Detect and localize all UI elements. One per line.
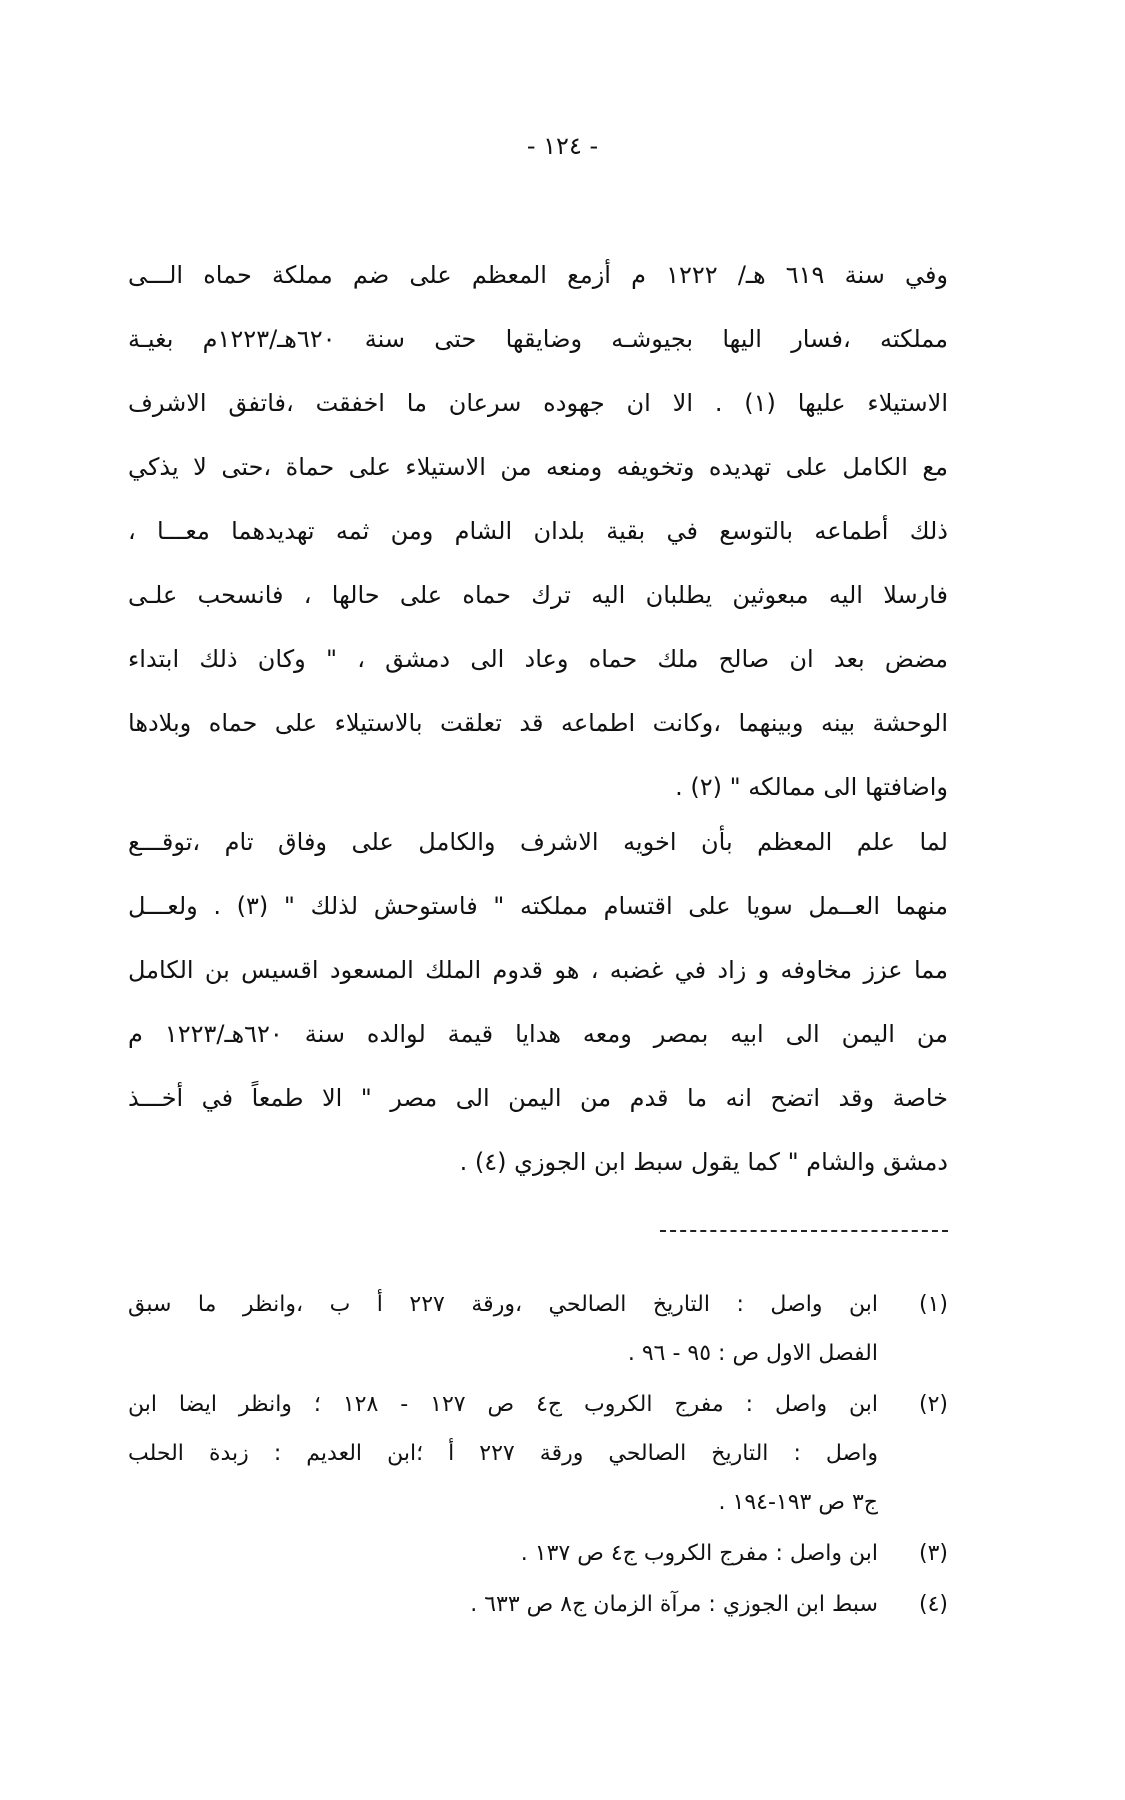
text-line: ذلك أطماعه بالتوسع في بقية بلدان الشام ومن ثمه تهديدهما معـــا ، [128,517,948,545]
footnote-1 [128,1280,948,1378]
footnote-2 [128,1380,948,1527]
footnotes [128,1280,948,1631]
text-line: مملكته ،فسار اليها بجيوشـه وضايقها حتى سنة ٦٢٠هـ/١٢٢٣م بغيـة [128,325,948,353]
text-line: منهما العــمل سويا على اقتسام مملكته " فاستوحش لذلك " (٣) . ولعـــل [128,892,948,920]
footnote-number: (٣) [918,1541,948,1566]
text-line: واضافتها الى ممالكه " (٢) . [675,773,948,801]
text-line: دمشق والشام " كما يقول سبط ابن الجوزي (٤) . [459,1148,948,1176]
footnote-line: سبط ابن الجوزي : مرآة الزمان ج٨ ص ٦٣٣ . [470,1592,878,1617]
text-line: فارسلا اليه مبعوثين يطلبان اليه ترك حماه على حالها ، فانسحب علـى [128,581,948,609]
footnote-line: ابن واصل : التاريخ الصالحي ،ورقة ٢٢٧ أ ب ،وانظر ما سبق [128,1292,878,1317]
paragraph-2 [128,810,948,1194]
footnote-4 [128,1580,948,1629]
text-line: الاستيلاء عليها (١) . الا ان جهوده سرعان ما اخفقت ،فاتفق الاشرف [128,389,948,417]
text-line: لما علم المعظم بأن اخويه الاشرف والكامل على وفاق تام ،توقـــع [128,828,948,856]
footnote-line: ابن واصل : مفرج الكروب ج٤ ص ١٣٧ . [520,1541,878,1566]
text-line: مع الكامل على تهديده وتخويفه ومنعه من الاستيلاء على حماة ،حتى لا يذكي [128,453,948,481]
footnote-separator [660,1230,948,1232]
text-line: مضض بعد ان صالح ملك حماه وعاد الى دمشق ، " وكان ذلك ابتداء [128,645,948,673]
footnote-line: واصل : التاريخ الصالحي ورقة ٢٢٧ أ ؛ابن العديم : زبدة الحلب [128,1441,878,1466]
text-line: وفي سنة ٦١٩ هـ/ ١٢٢٢ م أزمع المعظم على ضم مملكة حماه الـــى [128,261,948,289]
footnote-line: ج٣ ص ١٩٣-١٩٤ . [718,1490,878,1515]
paragraph-1 [128,243,948,819]
footnote-line: الفصل الاول ص : ٩٥ - ٩٦ . [627,1341,878,1366]
text-line: من اليمن الى ابيه بمصر ومعه هدايا قيمة لوالده سنة ٦٢٠هـ/١٢٢٣ م [128,1020,948,1048]
text-line: مما عزز مخاوفه و زاد في غضبه ، هو قدوم الملك المسعود اقسيس بن الكامل [128,956,948,984]
text-line: الوحشة بينه وبينهما ،وكانت اطماعه قد تعلقت بالاستيلاء على حماه وبلادها [128,709,948,737]
page-number: - ١٢٤ - [526,132,599,160]
footnote-number: (٤) [918,1592,948,1617]
text-line: خاصة وقد اتضح انه ما قدم من اليمن الى مصر " الا طمعاً في أخـــذ [128,1084,948,1112]
footnote-number: (٢) [918,1392,948,1417]
footnote-3 [128,1529,948,1578]
footnote-number: (١) [918,1292,948,1317]
footnote-line: ابن واصل : مفرج الكروب ج٤ ص ١٢٧ - ١٢٨ ؛ وانظر ايضا ابن [128,1392,878,1417]
